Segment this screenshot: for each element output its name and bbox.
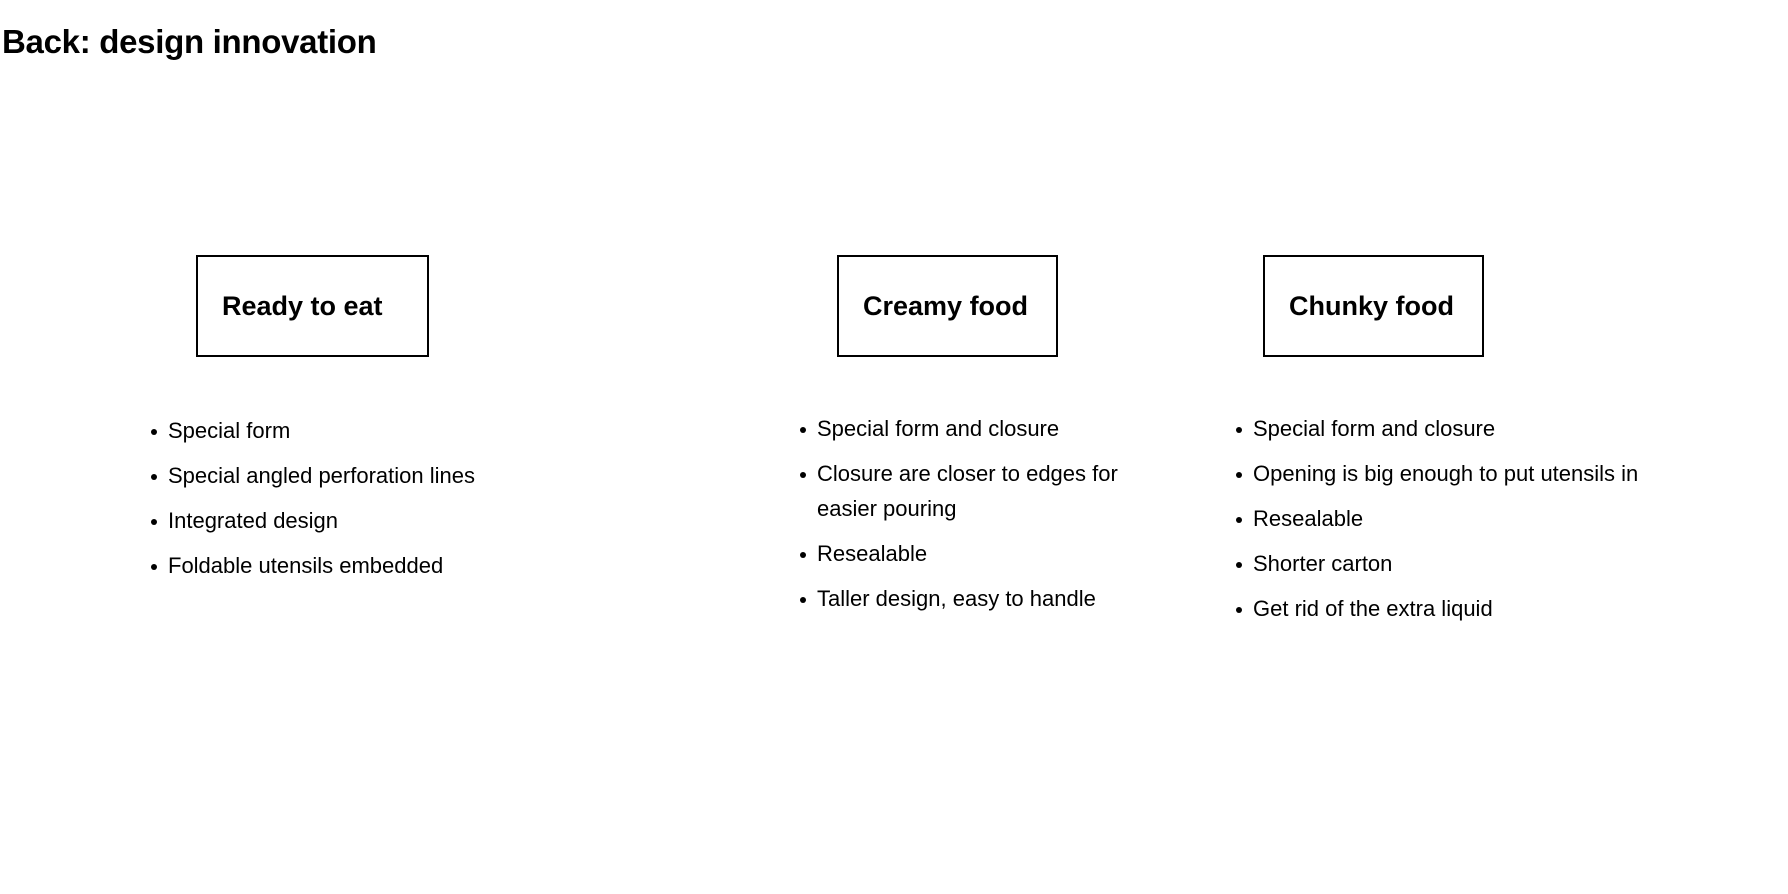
card-heading: Creamy food bbox=[863, 290, 1029, 321]
list-item: Opening is big enough to put utensils in bbox=[1236, 456, 1756, 491]
page-title: Back: design innovation bbox=[2, 23, 377, 60]
list-item: Integrated design bbox=[151, 503, 571, 538]
list-item: Resealable bbox=[1236, 501, 1756, 536]
feature-list-creamy-food bbox=[800, 411, 1140, 626]
card-heading: Ready to eat bbox=[222, 290, 383, 321]
feature-list-ready-to-eat bbox=[151, 413, 571, 593]
list-item: Special angled perforation lines bbox=[151, 458, 571, 493]
list-item: Closure are closer to edges for easier pouring bbox=[800, 456, 1140, 526]
list-item: Special form and closure bbox=[1236, 411, 1756, 446]
list-item: Resealable bbox=[800, 536, 1140, 571]
list-item: Special form bbox=[151, 413, 571, 448]
card-chunky-food bbox=[1263, 255, 1484, 357]
feature-list-chunky-food bbox=[1236, 411, 1756, 636]
list-item: Taller design, easy to handle bbox=[800, 581, 1140, 616]
card-heading: Chunky food bbox=[1289, 290, 1454, 321]
list-item: Foldable utensils embedded bbox=[151, 548, 571, 583]
card-creamy-food bbox=[837, 255, 1058, 357]
list-item: Special form and closure bbox=[800, 411, 1140, 446]
card-ready-to-eat bbox=[196, 255, 429, 357]
list-item: Shorter carton bbox=[1236, 546, 1756, 581]
list-item: Get rid of the extra liquid bbox=[1236, 591, 1756, 626]
